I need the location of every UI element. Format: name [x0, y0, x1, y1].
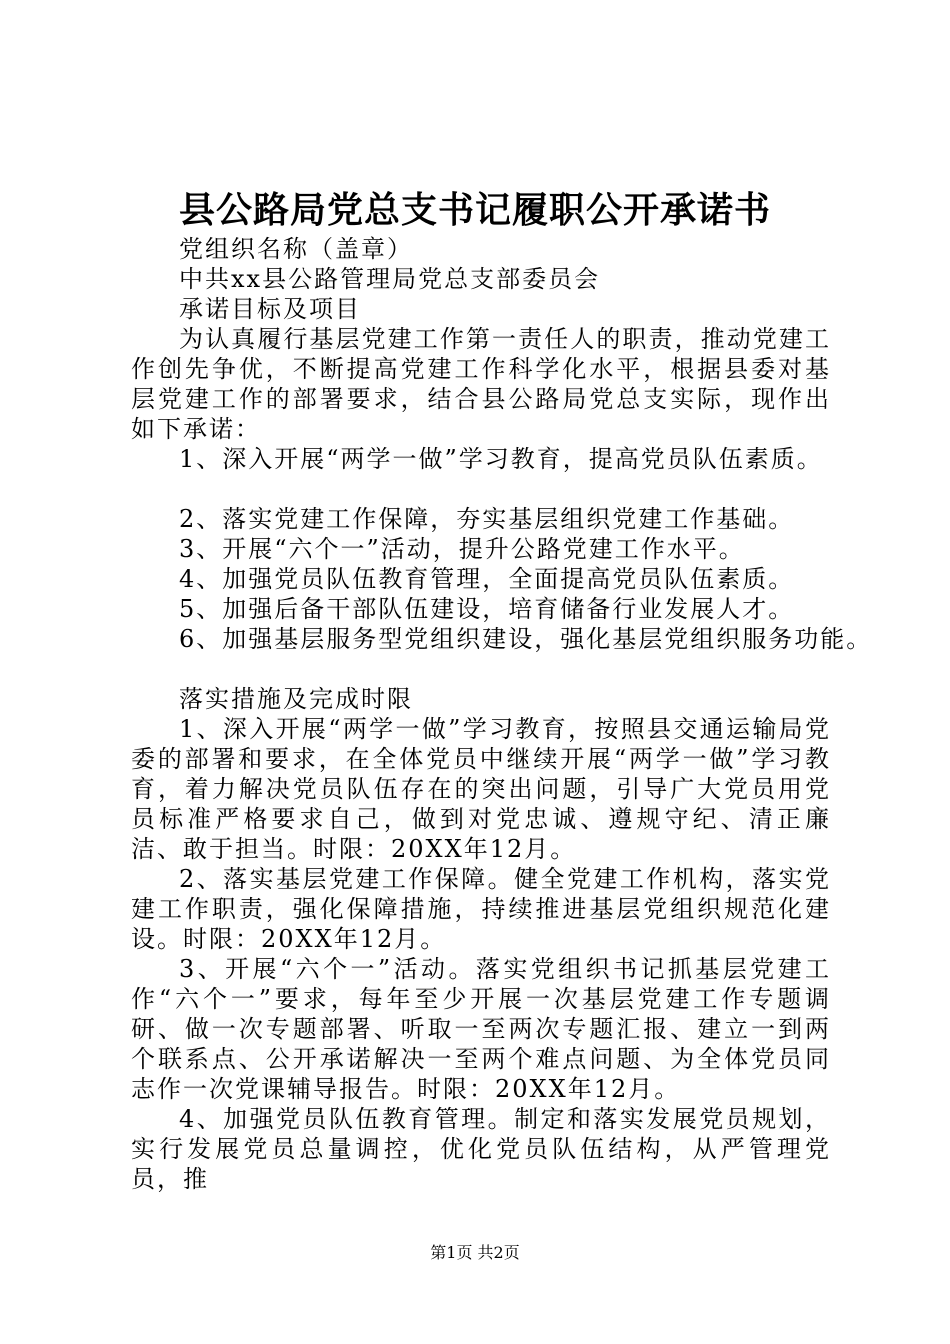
measure-paragraph-1: 1、深入开展“两学一做”学习教育，按照县交通运输局党委的部署和要求，在全体党员中继续开展“两学一做”学习教育，着力解决党员队伍存在的突出问题，引导广大党员用党员标准严格要求自己，做到对党忠诚、遵规守纪、清正廉洁、敢于担当。时限：20XX年12月。	[131, 715, 831, 863]
document-title: 县公路局党总支书记履职公开承诺书	[178, 189, 771, 231]
spacer	[131, 654, 831, 684]
page-footer: 第1页 共2页	[430, 1243, 520, 1262]
org-name: 中共xx县公路管理局党总支部委员会	[179, 265, 601, 293]
document-body	[131, 234, 873, 1194]
measure-paragraph-2: 2、落实基层党建工作保障。健全党建工作机构，落实党建工作职责，强化保障措施，持续推进基层党组织规范化建设。时限：20XX年12月。	[131, 865, 831, 953]
measure-paragraph-3: 3、开展“六个一”活动。落实党组织书记抓基层党建工作“六个一”要求，每年至少开展一次基层党建工作专题调研、做一次专题部署、听取一至两次专题汇报、建立一到两个联系点、公开承诺解决一至两个难点问题、为全体党员同志作一次党课辅导报告。时限：20XX年12月。	[131, 955, 831, 1103]
spacer	[131, 474, 831, 504]
goal-item-3: 3、开展“六个一”活动，提升公路党建工作水平。	[179, 535, 745, 563]
measure-paragraph-4: 4、加强党员队伍教育管理。制定和落实发展党员规划，实行发展党员总量调控，优化党员队伍结构，从严管理党员，推	[131, 1105, 831, 1193]
goal-item-2: 2、落实党建工作保障，夯实基层组织党建工作基础。	[179, 505, 795, 533]
goals-heading: 承诺目标及项目	[179, 295, 361, 323]
goal-item-6: 6、加强基层服务型党组织建设，强化基层党组织服务功能。	[179, 625, 873, 653]
goal-item-5: 5、加强后备干部队伍建设，培育储备行业发展人才。	[179, 595, 795, 623]
intro-paragraph: 为认真履行基层党建工作第一责任人的职责，推动党建工作创先争优，不断提高党建工作科学化水平，根据县委对基层党建工作的部署要求，结合县公路局党总支实际，现作出如下承诺：	[131, 325, 831, 443]
goal-item-1: 1、深入开展“两学一做”学习教育，提高党员队伍素质。	[179, 445, 823, 473]
org-label: 党组织名称（盖章）	[179, 235, 413, 263]
goal-item-4: 4、加强党员队伍教育管理，全面提高党员队伍素质。	[179, 565, 795, 593]
measures-heading: 落实措施及完成时限	[179, 685, 413, 713]
